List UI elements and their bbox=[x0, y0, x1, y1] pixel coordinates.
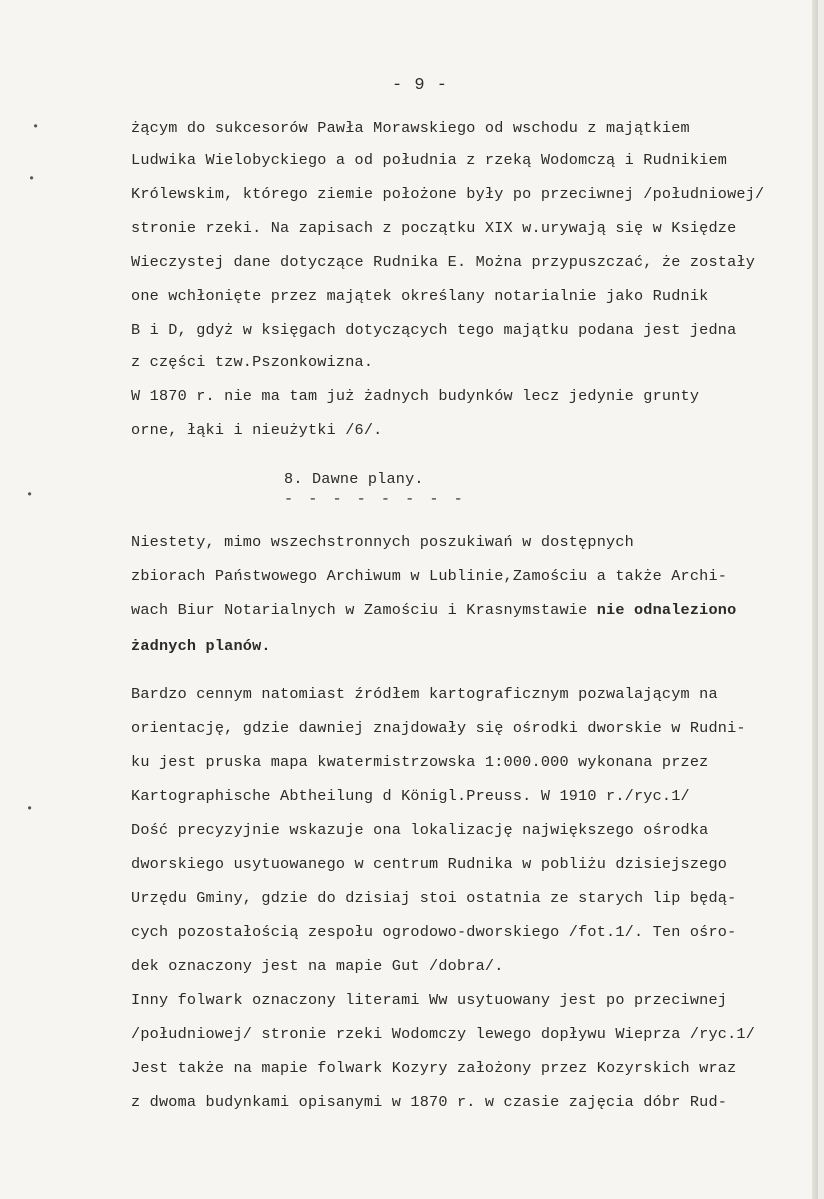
text-line: z dwoma budynkami opisanymi w 1870 r. w czasie zajęcia dóbr Rud- bbox=[131, 1093, 728, 1111]
text-line: żącym do sukcesorów Pawła Morawskiego od wschodu z majątkiem bbox=[131, 119, 690, 137]
text-line: W 1870 r. nie ma tam już żadnych budynków lecz jedynie grunty bbox=[131, 387, 700, 405]
text-line: Królewskim, którego ziemie położone były po przeciwnej /południowej/ bbox=[131, 185, 765, 203]
text-line: B i D, gdyż w księgach dotyczących tego majątku podana jest jedna bbox=[131, 321, 737, 339]
text-line: orne, łąki i nieużytki /6/. bbox=[131, 421, 383, 439]
text-line: one wchłonięte przez majątek określany notarialnie jako Rudnik bbox=[131, 287, 709, 305]
text-line: ku jest pruska mapa kwatermistrzowska 1:000.000 wykonana przez bbox=[131, 753, 709, 771]
text-line: cych pozostałością zespołu ogrodowo-dworskiego /fot.1/. Ten ośro- bbox=[131, 923, 737, 941]
text-line: orientację, gdzie dawniej znajdowały się ośrodki dworskie w Rudni- bbox=[131, 719, 746, 737]
text-line: dek oznaczony jest na mapie Gut /dobra/. bbox=[131, 957, 504, 975]
text-line: Urzędu Gminy, gdzie do dzisiaj stoi ostatnia ze starych lip będą- bbox=[131, 889, 737, 907]
page-edge bbox=[812, 0, 818, 1199]
page-number: - 9 - bbox=[392, 76, 449, 95]
text-line: zbiorach Państwowego Archiwum w Lublinie,Zamościu a także Archi- bbox=[131, 567, 728, 585]
margin-dot: • bbox=[28, 172, 36, 186]
text-line: stronie rzeki. Na zapisach z początku XIX w.urywają się w Księdze bbox=[131, 219, 737, 237]
margin-dot: • bbox=[26, 488, 34, 502]
text-line bbox=[131, 600, 736, 620]
text-line: Wieczystej dane dotyczące Rudnika E. Można przypuszczać, że zostały bbox=[131, 253, 756, 271]
text-line: Inny folwark oznaczony literami Ww usytuowany jest po przeciwnej bbox=[131, 991, 728, 1009]
text-line: Ludwika Wielobyckiego a od południa z rzeką Wodomczą i Rudnikiem bbox=[131, 151, 728, 169]
text-line-bold: żadnych planów. bbox=[131, 637, 271, 655]
section-heading-underline: - - - - - - - - bbox=[284, 490, 466, 508]
text-line: dworskiego usytuowanego w centrum Rudnika w pobliżu dzisiejszego bbox=[131, 855, 728, 873]
text-span: wach Biur Notarialnych w Zamościu i Krasnymstawie bbox=[131, 601, 588, 619]
section-heading: 8. Dawne plany. bbox=[284, 470, 424, 488]
text-line: Niestety, mimo wszechstronnych poszukiwań w dostępnych bbox=[131, 533, 634, 551]
text-line: z części tzw.Pszonkowizna. bbox=[131, 353, 374, 371]
bold-text-span: nie odnaleziono bbox=[587, 601, 737, 619]
text-line: Bardzo cennym natomiast źródłem kartograficznym pozwalającym na bbox=[131, 685, 718, 703]
text-line: Dość precyzyjnie wskazuje ona lokalizację największego ośrodka bbox=[131, 821, 709, 839]
text-line: /południowej/ stronie rzeki Wodomczy lewego dopływu Wieprza /ryc.1/ bbox=[131, 1025, 756, 1043]
margin-dot: • bbox=[32, 120, 40, 134]
text-line: Jest także na mapie folwark Kozyry założony przez Kozyrskich wraz bbox=[131, 1059, 737, 1077]
margin-dot: • bbox=[26, 802, 34, 816]
text-line: Kartographische Abtheilung d Königl.Preuss. W 1910 r./ryc.1/ bbox=[131, 787, 690, 805]
